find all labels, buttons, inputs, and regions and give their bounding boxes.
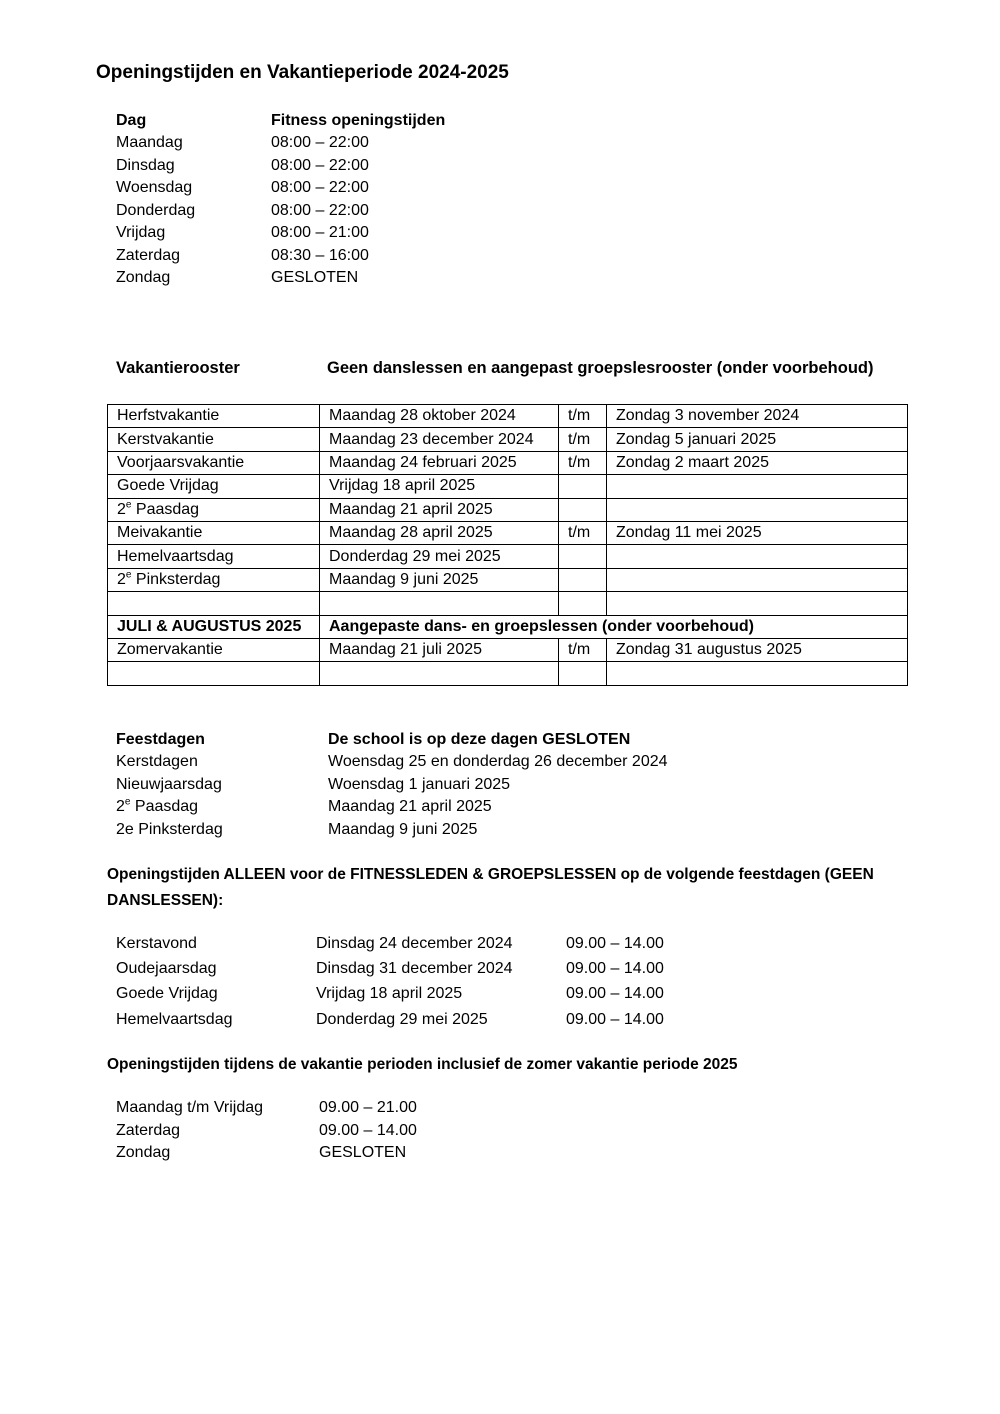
vacation-name: 2e Paasdag xyxy=(108,498,320,521)
special-name: Oudejaarsdag xyxy=(116,960,217,977)
vacation-sep xyxy=(559,498,607,521)
vacation-hours-value: 09.00 – 14.00 xyxy=(319,1122,417,1139)
vacation-from: Maandag 21 april 2025 xyxy=(320,498,559,521)
vacation-header-left: Vakantierooster xyxy=(116,359,240,377)
vacation-sep xyxy=(559,568,607,591)
vacation-to xyxy=(607,498,908,521)
table-row-empty xyxy=(108,662,908,685)
vacation-name: Zomervakantie xyxy=(108,638,320,661)
holidays-header-left: Feestdagen xyxy=(116,731,205,748)
fitness-hours: 08:00 – 22:00 xyxy=(271,179,369,196)
fitness-day: Dinsdag xyxy=(116,157,175,174)
holiday-name: 2e Pinksterdag xyxy=(116,821,223,838)
empty-cell xyxy=(607,662,908,685)
vacation-from: Maandag 28 oktober 2024 xyxy=(320,405,559,428)
vacation-sep: t/m xyxy=(559,521,607,544)
vacation-hours-value: GESLOTEN xyxy=(319,1144,407,1161)
vacation-sep: t/m xyxy=(559,451,607,474)
fitness-day: Vrijdag xyxy=(116,224,166,241)
vacation-from: Maandag 24 februari 2025 xyxy=(320,451,559,474)
vacation-hours-day: Zondag xyxy=(116,1144,171,1161)
summer-header-left: JULI & AUGUSTUS 2025 xyxy=(108,615,320,638)
vacation-sep: t/m xyxy=(559,638,607,661)
fitness-day: Woensdag xyxy=(116,179,193,196)
table-row xyxy=(108,498,908,521)
table-row xyxy=(108,405,908,428)
empty-cell xyxy=(108,592,320,615)
table-row xyxy=(108,615,908,638)
vacation-from: Maandag 23 december 2024 xyxy=(320,428,559,451)
vacation-to: Zondag 11 mei 2025 xyxy=(607,521,908,544)
fitness-hours: 08:30 – 16:00 xyxy=(271,247,369,264)
fitness-day: Zondag xyxy=(116,269,171,286)
special-hours: 09.00 – 14.00 xyxy=(566,1011,664,1028)
vacation-to xyxy=(607,475,908,498)
empty-cell xyxy=(108,662,320,685)
page-title: Openingstijden en Vakantieperiode 2024-2025 xyxy=(96,62,509,83)
special-date: Donderdag 29 mei 2025 xyxy=(316,1011,488,1028)
empty-cell xyxy=(320,662,559,685)
table-row xyxy=(108,428,908,451)
fitness-hours: 08:00 – 22:00 xyxy=(271,157,369,174)
fitness-header-day: Dag xyxy=(116,112,147,129)
empty-cell xyxy=(320,592,559,615)
vacation-from: Maandag 9 juni 2025 xyxy=(320,568,559,591)
holiday-name: Nieuwjaarsdag xyxy=(116,776,222,793)
special-name: Kerstavond xyxy=(116,935,197,952)
vacation-from: Vrijdag 18 april 2025 xyxy=(320,475,559,498)
fitness-hours: 08:00 – 22:00 xyxy=(271,134,369,151)
fitness-day: Zaterdag xyxy=(116,247,181,264)
vacation-sep: t/m xyxy=(559,405,607,428)
holiday-name: Kerstdagen xyxy=(116,753,198,770)
vacation-name: Meivakantie xyxy=(108,521,320,544)
holiday-date: Maandag 21 april 2025 xyxy=(328,798,492,815)
vacation-from: Maandag 21 juli 2025 xyxy=(320,638,559,661)
vacation-to xyxy=(607,545,908,568)
table-row xyxy=(108,638,908,661)
table-row xyxy=(108,521,908,544)
special-name: Hemelvaartsdag xyxy=(116,1011,233,1028)
special-date: Vrijdag 18 april 2025 xyxy=(316,985,463,1002)
vacation-sep: t/m xyxy=(559,428,607,451)
fitness-header-hours: Fitness openingstijden xyxy=(271,112,446,129)
vacation-header-right: Geen danslessen en aangepast groepslesrooster (onder voorbehoud) xyxy=(327,359,874,377)
vacation-name: Hemelvaartsdag xyxy=(108,545,320,568)
special-heading-line2: DANSLESSEN): xyxy=(107,892,224,909)
table-row xyxy=(108,545,908,568)
special-hours: 09.00 – 14.00 xyxy=(566,935,664,952)
vacation-name: Voorjaarsvakantie xyxy=(108,451,320,474)
vacation-hours-day: Zaterdag xyxy=(116,1122,181,1139)
vacation-name: Goede Vrijdag xyxy=(108,475,320,498)
holiday-date: Woensdag 1 januari 2025 xyxy=(328,776,511,793)
special-date: Dinsdag 24 december 2024 xyxy=(316,935,513,952)
vacation-to: Zondag 3 november 2024 xyxy=(607,405,908,428)
fitness-hours: GESLOTEN xyxy=(271,269,359,286)
vacation-to: Zondag 31 augustus 2025 xyxy=(607,638,908,661)
vacation-name: Herfstvakantie xyxy=(108,405,320,428)
table-row-empty xyxy=(108,592,908,615)
fitness-day: Donderdag xyxy=(116,202,196,219)
vacation-sep xyxy=(559,475,607,498)
table-row xyxy=(108,451,908,474)
fitness-hours: 08:00 – 21:00 xyxy=(271,224,369,241)
vacation-hours-heading: Openingstijden tijdens de vakantie perioden inclusief de zomer vakantie periode 2025 xyxy=(107,1056,738,1073)
vacation-to: Zondag 2 maart 2025 xyxy=(607,451,908,474)
vacation-name: Kerstvakantie xyxy=(108,428,320,451)
holiday-date: Maandag 9 juni 2025 xyxy=(328,821,478,838)
table-row xyxy=(108,475,908,498)
holidays-header-right: De school is op deze dagen GESLOTEN xyxy=(328,731,631,748)
holiday-date: Woensdag 25 en donderdag 26 december 2024 xyxy=(328,753,668,770)
special-date: Dinsdag 31 december 2024 xyxy=(316,960,513,977)
vacation-sep xyxy=(559,545,607,568)
vacation-from: Donderdag 29 mei 2025 xyxy=(320,545,559,568)
special-heading-line1: Openingstijden ALLEEN voor de FITNESSLEDEN & GROEPSLESSEN op de volgende feestdagen (GEEN xyxy=(107,866,874,883)
fitness-day: Maandag xyxy=(116,134,183,151)
vacation-hours-day: Maandag t/m Vrijdag xyxy=(116,1099,264,1116)
empty-cell xyxy=(607,592,908,615)
holiday-name: 2e Paasdag xyxy=(116,796,199,815)
vacation-to xyxy=(607,568,908,591)
vacation-to: Zondag 5 januari 2025 xyxy=(607,428,908,451)
vacation-from: Maandag 28 april 2025 xyxy=(320,521,559,544)
fitness-hours: 08:00 – 22:00 xyxy=(271,202,369,219)
vacation-table xyxy=(107,404,908,686)
special-name: Goede Vrijdag xyxy=(116,985,218,1002)
summer-header-right: Aangepaste dans- en groepslessen (onder voorbehoud) xyxy=(320,615,908,638)
special-hours: 09.00 – 14.00 xyxy=(566,985,664,1002)
empty-cell xyxy=(559,592,607,615)
vacation-name: 2e Pinksterdag xyxy=(108,568,320,591)
table-row xyxy=(108,568,908,591)
vacation-hours-value: 09.00 – 21.00 xyxy=(319,1099,417,1116)
empty-cell xyxy=(559,662,607,685)
special-hours: 09.00 – 14.00 xyxy=(566,960,664,977)
